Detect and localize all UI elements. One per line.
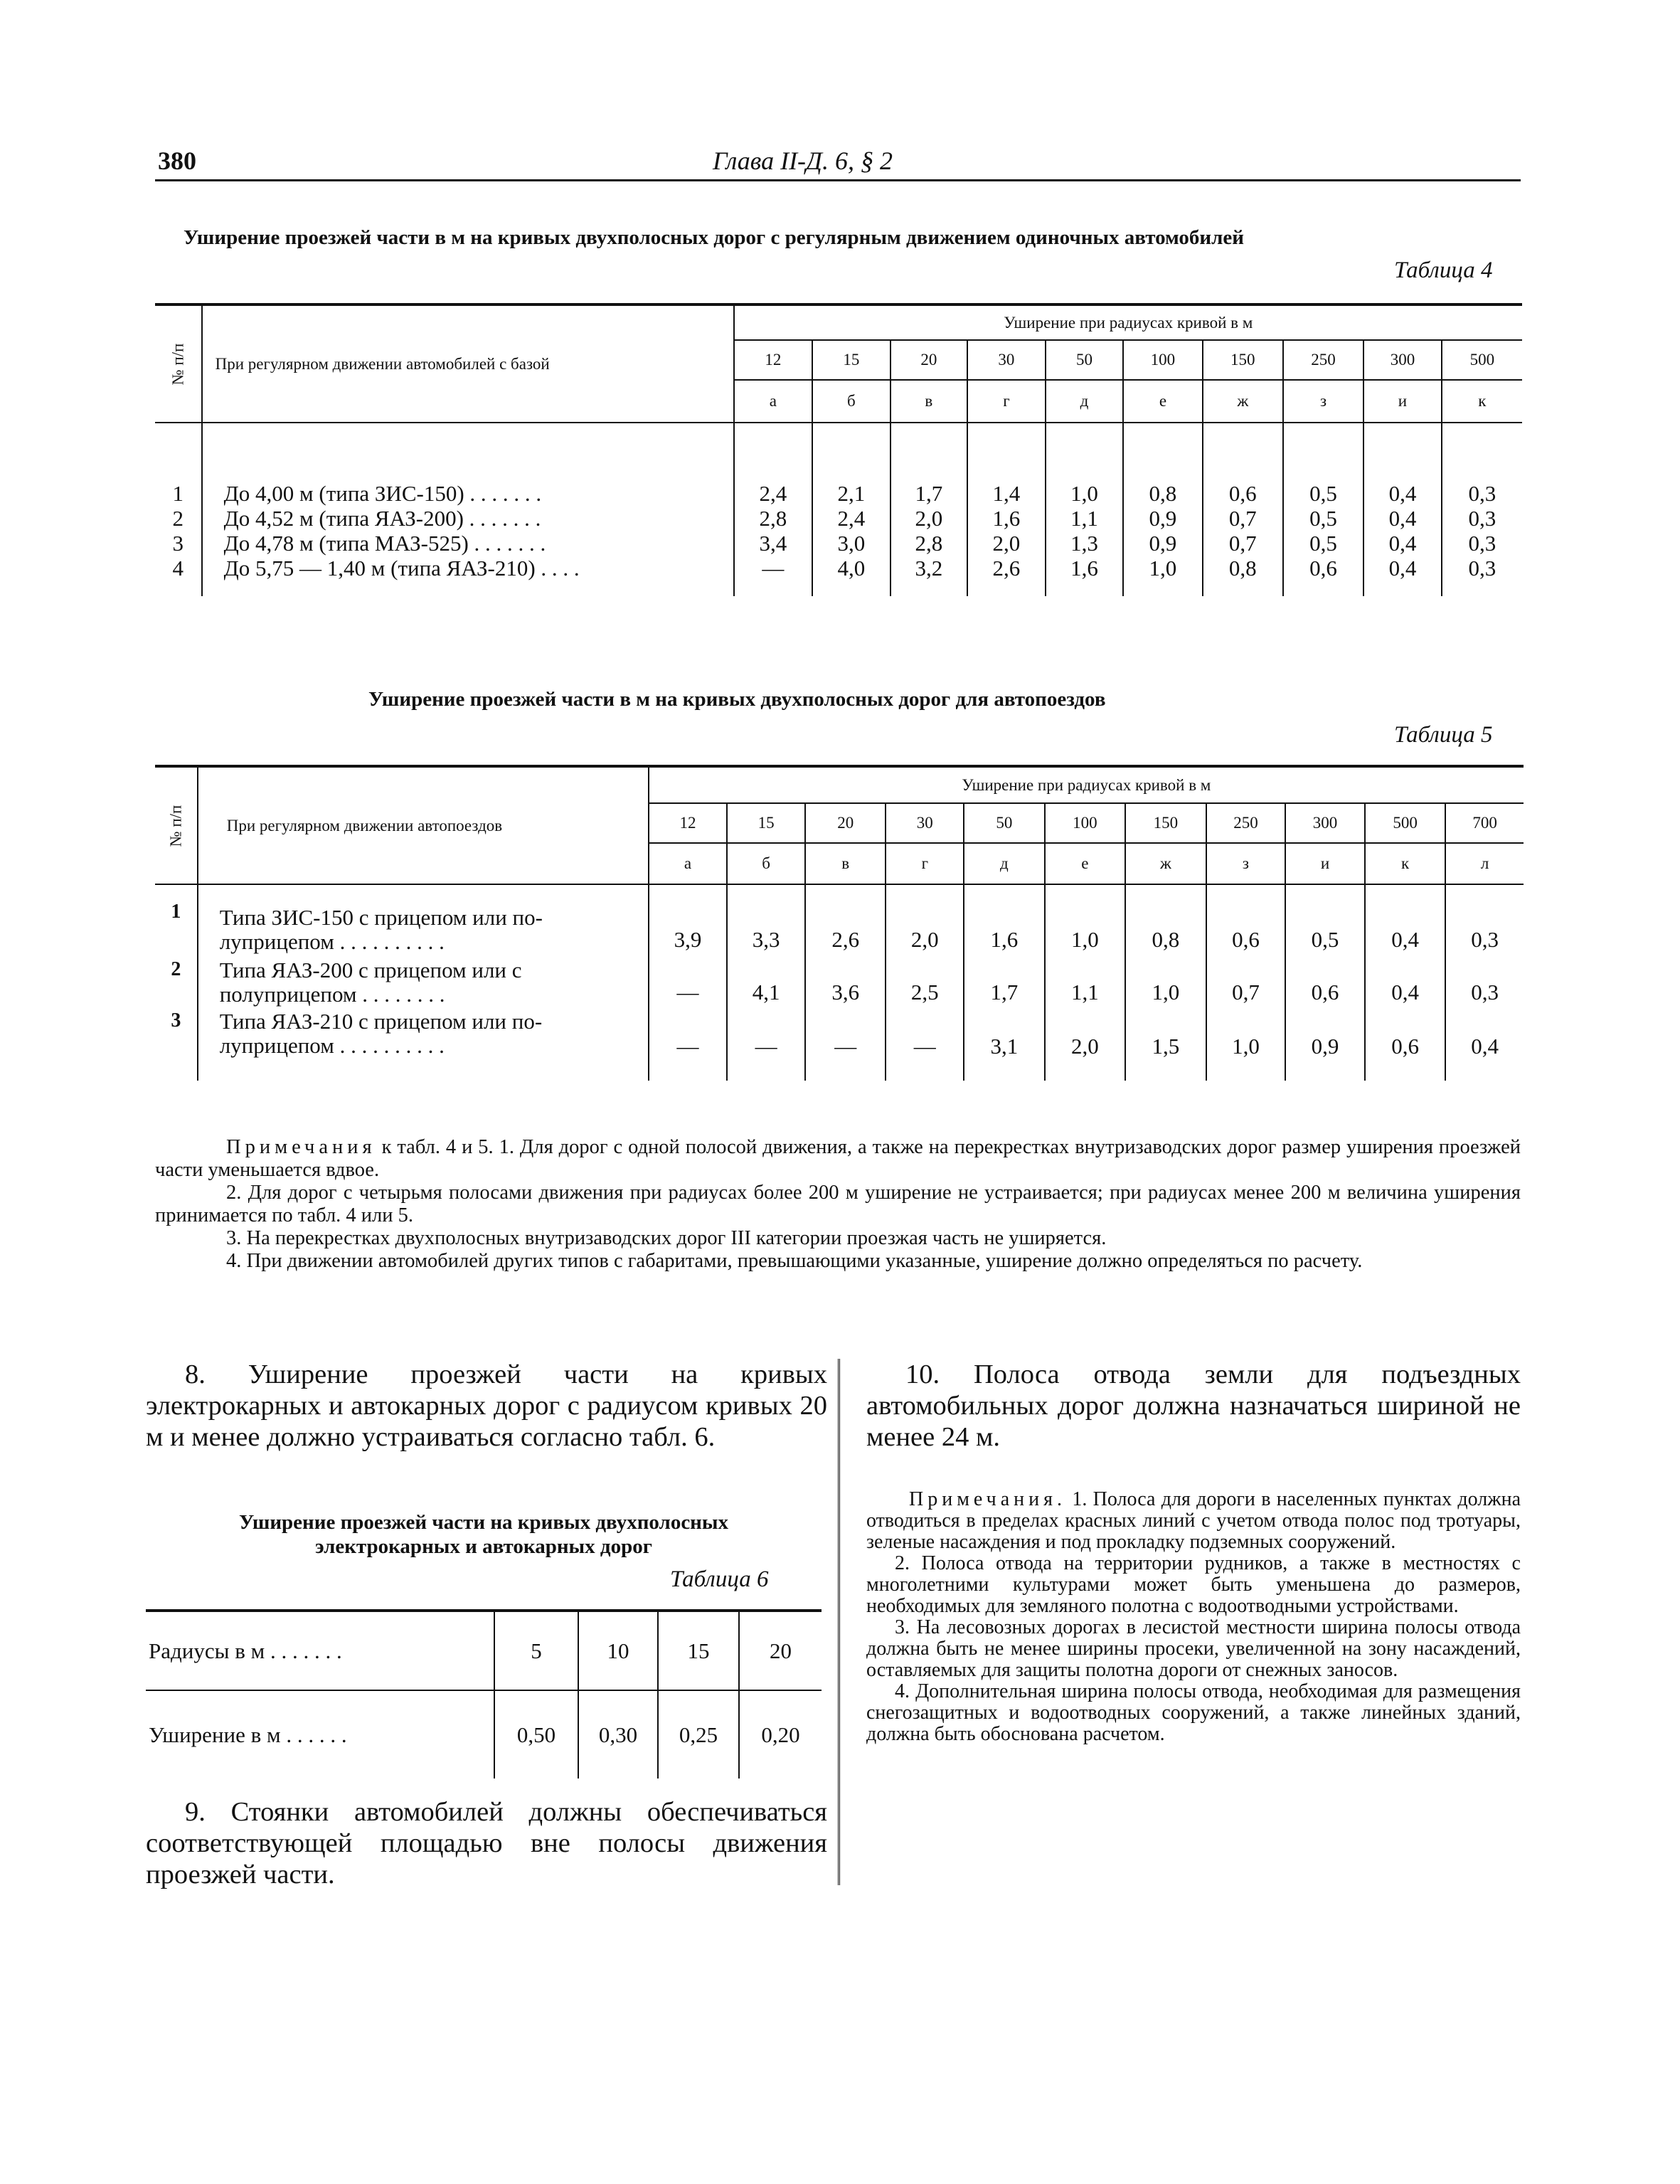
letter-cell: б [727, 843, 805, 884]
letter-cell: б [812, 380, 890, 423]
radius-cell: 100 [1123, 340, 1202, 380]
radius-cell: 12 [649, 803, 728, 843]
value-cell: — [649, 1009, 728, 1081]
table4-desc-col: До 4,00 м (типа ЗИС-150) . . . . . . . До 4,52 м (типа ЯАЗ-200) . . . . . . . До 4,78 м (типа МАЗ-525) . . . . . . . До 5,75 — 1,40 м (типа ЯАЗ-210) . . . . [202, 423, 734, 596]
radius-cell: 15 [812, 340, 890, 380]
note-4: 4. При движении автомобилей других типов с габаритами, превышающими указанные, уширение должно определяться по расчету. [226, 1250, 1363, 1272]
letter-cell: в [805, 843, 886, 884]
table4-data [155, 423, 1522, 596]
letter-cell: и [1363, 380, 1442, 423]
value-cell: 3,6 [805, 958, 886, 1009]
note-4: 4. Дополнительная ширина полосы отвода, необходимая для размещения снегозащитных и водоотводных сооружений, а также линейных зданий, должна быть обоснована расчетом. [866, 1680, 1521, 1745]
paragraph-8: 8. Уширение проезжей части на кривых электрокарных и автокарных дорог с радиусом кривых 20 м и менее должно устраиваться согласно табл. 6. [146, 1359, 827, 1452]
radius-cell: 100 [1045, 803, 1126, 843]
letter-cell: к [1442, 380, 1522, 423]
notes-45 [155, 1136, 1521, 1273]
value-cell: 1,6 [964, 884, 1045, 958]
value-cell: 0,6 [1365, 1009, 1446, 1081]
table4-col-d: 1,0 1,1 1,3 1,6 [1046, 423, 1124, 596]
value-cell: 2,0 [886, 884, 964, 958]
chapter-title: Глава II-Д. 6, § 2 [713, 147, 893, 175]
note-2: 2. Для дорог с четырьмя полосами движения при радиусах более 200 м уширение не устраивается; при радиусах менее 200 м величина уширения принимается по табл. 4 или 5. [155, 1182, 1521, 1226]
value-cell: 0,7 [1206, 958, 1286, 1009]
value-cell: 0,3 [1445, 884, 1524, 958]
value-cell: 0,50 [494, 1690, 578, 1779]
letter-cell: г [886, 843, 964, 884]
table4-col-k: 0,3 0,3 0,3 0,3 [1442, 423, 1522, 596]
row-number: 1 [171, 901, 181, 923]
notes-right [866, 1489, 1521, 1745]
letter-cell: а [649, 843, 728, 884]
value-cell: — [886, 1009, 964, 1081]
row-desc: Типа ЗИС-150 с прицепом или по- луприцепом . . . . . . . . . . [198, 884, 649, 958]
letter-cell: и [1285, 843, 1365, 884]
radius-cell: 30 [967, 340, 1046, 380]
table6 [146, 1609, 822, 1779]
table5-caption: Уширение проезжей части в м на кривых двухполосных дорог для автопоездов [368, 688, 1106, 711]
note-1: к табл. 4 и 5. 1. Для дорог с одной полосой движения, а также на перекрестках внутризаводских дорог размер уширения проезжей части уменьшается вдвое. [155, 1136, 1521, 1181]
radius-cell: 300 [1363, 340, 1442, 380]
letter-cell: е [1045, 843, 1126, 884]
table4-col-zh: 0,6 0,7 0,7 0,8 [1203, 423, 1283, 596]
table6-widening-row [146, 1690, 822, 1779]
table4-col-b: 2,1 2,4 3,0 4,0 [812, 423, 890, 596]
radius-cell: 50 [964, 803, 1045, 843]
value-cell: 5 [494, 1611, 578, 1690]
letter-cell: з [1283, 380, 1363, 423]
value-cell: 3,9 [649, 884, 728, 958]
radius-cell: 250 [1283, 340, 1363, 380]
note-3: 3. На перекрестках двухполосных внутризаводских дорог III категории проезжая часть не уширяется. [226, 1227, 1107, 1249]
value-cell: 1,0 [1045, 884, 1126, 958]
table5-row-2 [155, 958, 1524, 1009]
letter-cell: ж [1203, 380, 1283, 423]
value-cell: 10 [578, 1611, 658, 1690]
value-cell: 0,9 [1285, 1009, 1365, 1081]
value-cell: 20 [739, 1611, 822, 1690]
table6-label: Таблица 6 [670, 1567, 769, 1592]
radius-cell: 150 [1203, 340, 1283, 380]
letter-cell: л [1445, 843, 1524, 884]
note-2: 2. Полоса отвода на территории рудников, а также в местностях с многолетними культурами может быть уменьшена до размеров, необходимых для земляного полотна с водоотводными устройствами. [866, 1552, 1521, 1617]
value-cell: 3,1 [964, 1009, 1045, 1081]
value-cell: — [649, 958, 728, 1009]
value-cell: 0,30 [578, 1690, 658, 1779]
value-cell: — [727, 1009, 805, 1081]
radius-cell: 500 [1365, 803, 1446, 843]
radius-cell: 15 [727, 803, 805, 843]
table6-caption: Уширение проезжей части на кривых двухполосных электрокарных и автокарных дорог [238, 1511, 729, 1558]
value-cell: 0,6 [1206, 884, 1286, 958]
table5-row-1 [155, 884, 1524, 958]
table6-radii-label: Радиусы в м . . . . . . . [146, 1611, 494, 1690]
table5-num-header: № п/п [155, 766, 198, 884]
radius-cell: 500 [1442, 340, 1522, 380]
note-1: 1. Полоса для дороги в населенных пунктах должна отводиться в пределах красных линий с учетом отвода полос под тротуары, зеленые насаждения и под прокладку подземных сооружений. [866, 1488, 1521, 1553]
value-cell: 0,3 [1445, 958, 1524, 1009]
value-cell: 4,1 [727, 958, 805, 1009]
table4-col-v: 1,7 2,0 2,8 3,2 [890, 423, 968, 596]
table4-desc-header: При регулярном движении автомобилей с базой [202, 304, 734, 423]
value-cell: 2,5 [886, 958, 964, 1009]
notes-lead: Примечания. [909, 1488, 1067, 1510]
radius-cell: 12 [734, 340, 812, 380]
notes-lead: Примечания [226, 1136, 376, 1158]
table4-col-z: 0,5 0,5 0,5 0,6 [1283, 423, 1363, 596]
table4-label: Таблица 4 [1394, 258, 1493, 283]
table5 [155, 765, 1524, 1081]
row-number: 2 [171, 958, 181, 980]
letter-cell: д [964, 843, 1045, 884]
header-rule [155, 179, 1521, 181]
table4-caption: Уширение проезжей части в м на кривых двухполосных дорог с регулярным движением одиночных автомобилей [184, 226, 1244, 249]
table4-col-g: 1,4 1,6 2,0 2,6 [967, 423, 1046, 596]
letter-cell: в [890, 380, 968, 423]
table6-radii-row [146, 1611, 822, 1690]
radius-cell: 300 [1285, 803, 1365, 843]
letter-cell: д [1046, 380, 1124, 423]
table4 [155, 303, 1522, 596]
value-cell: 1,0 [1125, 958, 1206, 1009]
letter-cell: е [1123, 380, 1202, 423]
note-3: 3. На лесовозных дорогах в лесистой местности ширина полосы отвода должна быть не менее ширины просеки, увеличенной на зону насаждений, оставляемых для защиты полотна дороги от снежных заносов. [866, 1616, 1521, 1681]
paragraph-9: 9. Стоянки автомобилей должны обеспечиваться соответствующей площадью вне полосы движения проезжей части. [146, 1797, 827, 1889]
table4-col-a: 2,4 2,8 3,4 — [734, 423, 812, 596]
radius-cell: 250 [1206, 803, 1286, 843]
paragraph-10: 10. Полоса отвода земли для подъездных автомобильных дорог должна назначаться шириной не менее 24 м. [866, 1359, 1521, 1452]
radius-cell: 150 [1125, 803, 1206, 843]
letter-cell: к [1365, 843, 1446, 884]
table4-group-header: Уширение при радиусах кривой в м [734, 304, 1522, 340]
row-desc: Типа ЯАЗ-200 с прицепом или с полуприцепом . . . . . . . . [198, 958, 649, 1009]
radius-cell: 20 [805, 803, 886, 843]
page-number: 380 [158, 147, 196, 175]
radius-cell: 20 [890, 340, 968, 380]
table4-num-header: № п/п [155, 304, 202, 423]
radius-cell: 30 [886, 803, 964, 843]
value-cell: 0,4 [1365, 884, 1446, 958]
letter-cell: г [967, 380, 1046, 423]
value-cell: 2,6 [805, 884, 886, 958]
value-cell: 3,3 [727, 884, 805, 958]
table5-desc-header: При регулярном движении автопоездов [198, 766, 649, 884]
value-cell: 15 [658, 1611, 739, 1690]
table5-group-header: Уширение при радиусах кривой в м [649, 766, 1524, 803]
letter-cell: з [1206, 843, 1286, 884]
radius-cell: 50 [1046, 340, 1124, 380]
letter-cell: ж [1125, 843, 1206, 884]
value-cell: 0,4 [1445, 1009, 1524, 1081]
value-cell: 1,1 [1045, 958, 1126, 1009]
column-divider [838, 1359, 843, 1885]
row-desc: Типа ЯАЗ-210 с прицепом или по- луприцепом . . . . . . . . . . [198, 1009, 649, 1081]
table4-col-i: 0,4 0,4 0,4 0,4 [1363, 423, 1442, 596]
row-number: 3 [171, 1009, 181, 1032]
radius-cell: 700 [1445, 803, 1524, 843]
value-cell: 1,0 [1206, 1009, 1286, 1081]
value-cell: 0,8 [1125, 884, 1206, 958]
value-cell: 1,5 [1125, 1009, 1206, 1081]
table6-widening-label: Уширение в м . . . . . . [149, 1722, 347, 1747]
value-cell: 0,6 [1285, 958, 1365, 1009]
value-cell: 0,20 [739, 1690, 822, 1779]
value-cell: 0,5 [1285, 884, 1365, 958]
value-cell: 0,4 [1365, 958, 1446, 1009]
value-cell: 1,7 [964, 958, 1045, 1009]
table5-label: Таблица 5 [1394, 722, 1493, 748]
table4-col-e: 0,8 0,9 0,9 1,0 [1123, 423, 1202, 596]
value-cell: 2,0 [1045, 1009, 1126, 1081]
letter-cell: а [734, 380, 812, 423]
value-cell: — [805, 1009, 886, 1081]
value-cell: 0,25 [658, 1690, 739, 1779]
table4-num-col: 1 2 3 4 [172, 480, 184, 581]
table5-row-3 [155, 1009, 1524, 1081]
